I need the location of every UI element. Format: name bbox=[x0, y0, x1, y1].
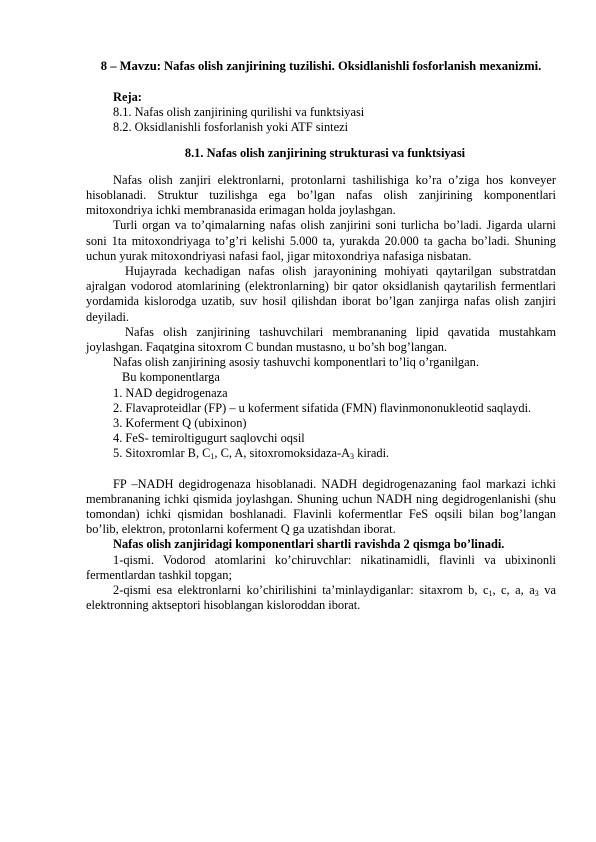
paragraph: Hujayrada kechadigan nafas olish jarayonining mohiyati qaytarilgan substratdan ajralgan vodorod atomlarining (elektronlarning) bir qator oksidlanish qaytarilish fermentlari yordamida kislorodga uzatib, suv hosil qilishdan iborat bo’lgan zanjirga nafas olish zanjiri deyiladi. bbox=[86, 264, 556, 324]
text-run: 5. Sitoxromlar B, C bbox=[113, 446, 211, 461]
paragraph: Turli organ va to’qimalarning nafas olish zanjirini soni turlicha bo’ladi. Jigarda ularni soni 1ta mitoxondriyaga to’g’ri kelishi 5.000 ta, yurakda 20.000 ta gacha bo’ladi. Shuning uchun yurak mitoxondriyasi nafasi faol, jigar mitoxondriya nafasiga nisbatan. bbox=[86, 218, 556, 263]
spacer bbox=[86, 462, 556, 477]
section-title: 8.1. Nafas olish zanjirining strukturasi va funktsiyasi bbox=[184, 145, 466, 160]
list-item: 1. NAD degidrogenaza bbox=[113, 385, 228, 400]
lecture-title: 8 – Mavzu: Nafas olish zanjirining tuzilishi. Oksidlanishli fosforlanish mexanizmi. bbox=[100, 59, 542, 73]
list-item: 4. FeS- temiroltigugurt saqlovchi oqsil bbox=[113, 431, 305, 446]
text-run: va elektronning aktseptori hisoblangan kisloroddan iborat. bbox=[86, 583, 556, 613]
subscript: 1 bbox=[488, 589, 493, 599]
paragraph: Nafas olish zanjirining asosiy tashuvchi komponentlari to’liq o’rganilgan. bbox=[113, 355, 479, 370]
subscript: 3 bbox=[534, 589, 539, 599]
plan-item: 8.2. Oksidlanishli fosforlanish yoki ATF sintezi bbox=[113, 120, 349, 135]
subscript: 3 bbox=[350, 452, 355, 462]
paragraph: Bu komponentlarga bbox=[122, 370, 220, 385]
paragraph: FP –NADH degidrogenaza hisoblanadi. NADH degidrogenazaning faol markazi ichki membrananing ichki qismida joylashgan. Shuning uchun NADH ning degidrogenlanishi (shu tomondan) ichki qismidan boshlanadi. Flavinli kofermentlar FeS oqsili bilan bog’langan bo’lib, elektron, protonlarni koferment Q ga uzatishdan iborat. bbox=[86, 476, 556, 537]
paragraph: Nafas olish zanjiri elektronlarni, protonlarni tashilishiga ko’ra o’ziga hos konveyer hisoblanadi. Struktur tuzilishga ega bo’lgan nafas olish zanjirining komponentlari mitoxondriya ichki membranasida erimagan holda joylashgan. bbox=[86, 172, 556, 218]
plan-heading: Reja: bbox=[113, 90, 142, 104]
plan-item: 8.1. Nafas olish zanjirining qurilishi va funktsiyasi bbox=[113, 105, 365, 120]
paragraph: Nafas olish zanjirining tashuvchilari membrananing lipid qavatida mustahkam joylashgan. Faqatgina sitoxrom C bundan mustasno, u bo’sh bog’langan. bbox=[86, 324, 556, 355]
text-run: kiradi. bbox=[354, 446, 390, 461]
text-run: , C, A, sitoxromoksidaza-A bbox=[214, 446, 351, 461]
text-run: , c, a, a bbox=[492, 583, 535, 598]
list-item bbox=[86, 446, 556, 461]
subscript: 1 bbox=[210, 452, 215, 462]
paragraph bbox=[86, 583, 556, 613]
list-item: 2. Flavaproteidlar (FP) – u koferment sifatida (FMN) flavinmononukleotid saqlaydi. bbox=[113, 400, 532, 415]
bold-paragraph: Nafas olish zanjiridagi komponentlari shartli ravishda 2 qismga bo’linadi. bbox=[113, 537, 505, 552]
paragraph: 1-qismi. Vodorod atomlarini ko’chiruvchlar: nikatinamidli, flavinli va ubixinonli fermentlardan tashkil topgan; bbox=[86, 552, 556, 582]
plan-block bbox=[86, 90, 556, 136]
list-item: 3. Koferment Q (ubixinon) bbox=[113, 416, 247, 431]
text-run: 2-qismi esa elektronlarni ko’chirilishini ta’minlaydiganlar: sitaxrom b, c bbox=[113, 583, 489, 598]
document-page bbox=[86, 58, 556, 614]
